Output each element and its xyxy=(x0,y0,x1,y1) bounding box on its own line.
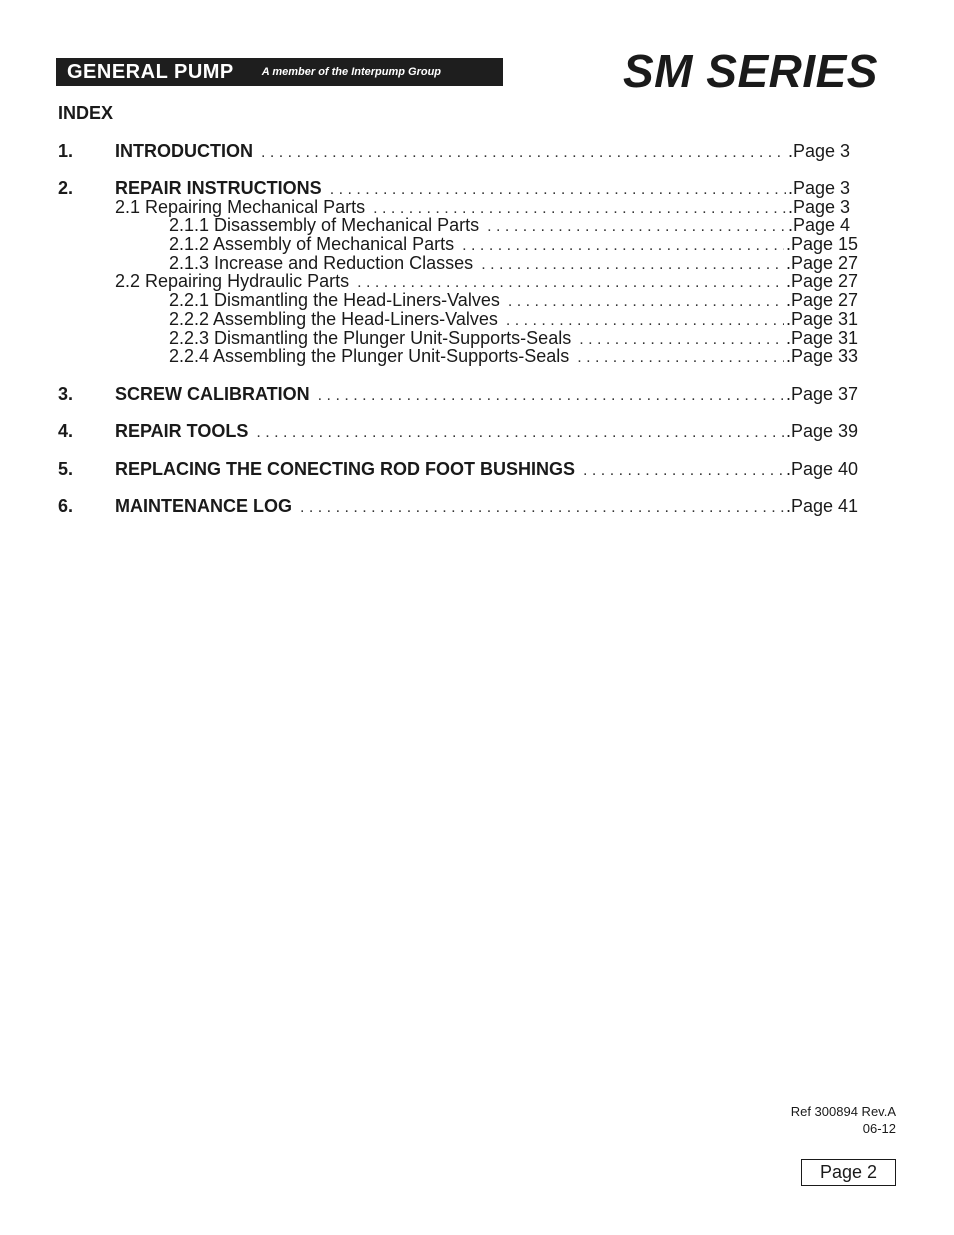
toc-label: REPLACING THE CONECTING ROD FOOT BUSHINGS xyxy=(115,459,576,479)
toc-label: 2.1 Repairing Mechanical Parts xyxy=(115,197,366,217)
toc-entry-screw-calibration[interactable] xyxy=(58,384,858,406)
revision-date: 06-12 xyxy=(862,1121,896,1136)
toc-number: 6. xyxy=(58,496,74,516)
toc-page: .Page 27 xyxy=(785,253,858,273)
brand-name: GENERAL PUMP xyxy=(67,60,234,83)
toc-page: .Page 31 xyxy=(785,309,858,329)
toc-label: INTRODUCTION xyxy=(115,141,253,161)
toc-number: 5. xyxy=(58,459,74,479)
toc-label: 2.1.3 Increase and Reduction Classes xyxy=(169,253,474,273)
toc-page: .Page 40 xyxy=(785,459,858,479)
toc-page: .Page 27 xyxy=(785,290,858,310)
toc-leader xyxy=(577,348,784,368)
toc-leader xyxy=(583,461,784,481)
toc-label: 2.2.1 Dismantling the Head-Liners-Valves xyxy=(169,290,500,310)
toc-entry-replacing-bushings[interactable] xyxy=(58,459,858,481)
toc-page: .Page 31 xyxy=(785,328,858,348)
toc-page: .Page 39 xyxy=(785,421,858,441)
toc-leader xyxy=(256,423,784,443)
toc-label: 2.1.1 Disassembly of Mechanical Parts xyxy=(169,215,480,235)
toc-page: .Page 3 xyxy=(788,197,851,217)
toc-page: .Page 3 xyxy=(788,178,851,198)
brand-bar xyxy=(56,58,503,86)
toc-label: 2.2.2 Assembling the Head-Liners-Valves xyxy=(169,309,498,329)
toc-page: .Page 3 xyxy=(788,141,851,161)
toc-number: 3. xyxy=(58,384,74,404)
toc-page: .Page 41 xyxy=(785,496,858,516)
toc-entry-repair-tools[interactable] xyxy=(58,421,858,443)
toc-label: REPAIR INSTRUCTIONS xyxy=(115,178,322,198)
toc-page: .Page 27 xyxy=(785,271,858,291)
index-heading: INDEX xyxy=(58,103,114,123)
toc-entry-assembling-plunger-unit[interactable] xyxy=(169,346,858,368)
toc-page: .Page 33 xyxy=(785,346,858,366)
toc-leader xyxy=(300,498,784,518)
brand-tagline: A member of the Interpump Group xyxy=(261,66,442,78)
toc-leader xyxy=(318,386,784,406)
toc-label: 2.1.2 Assembly of Mechanical Parts xyxy=(169,234,455,254)
toc-number: 2. xyxy=(58,178,74,198)
toc-label: 2.2.3 Dismantling the Plunger Unit-Supports-Seals xyxy=(169,328,572,348)
toc-number: 4. xyxy=(58,421,74,441)
toc-page: .Page 15 xyxy=(785,234,858,254)
toc-page: .Page 37 xyxy=(785,384,858,404)
toc-entry-maintenance-log[interactable] xyxy=(58,496,858,518)
toc-label: 2.2 Repairing Hydraulic Parts xyxy=(115,271,350,291)
toc-entry-introduction[interactable] xyxy=(58,141,858,163)
toc-label: 2.2.4 Assembling the Plunger Unit-Supports-Seals xyxy=(169,346,570,366)
reference-number: Ref 300894 Rev.A xyxy=(790,1104,896,1119)
toc-number: 1. xyxy=(58,141,74,161)
toc-label: MAINTENANCE LOG xyxy=(115,496,292,516)
series-title: SM SERIES xyxy=(622,45,878,97)
page-number-box: Page 2 xyxy=(801,1159,896,1186)
document-reference xyxy=(791,1103,896,1137)
toc-leader xyxy=(261,143,786,163)
toc-label: REPAIR TOOLS xyxy=(115,421,249,441)
toc-label: SCREW CALIBRATION xyxy=(115,384,310,404)
toc-page: .Page 4 xyxy=(788,215,851,235)
